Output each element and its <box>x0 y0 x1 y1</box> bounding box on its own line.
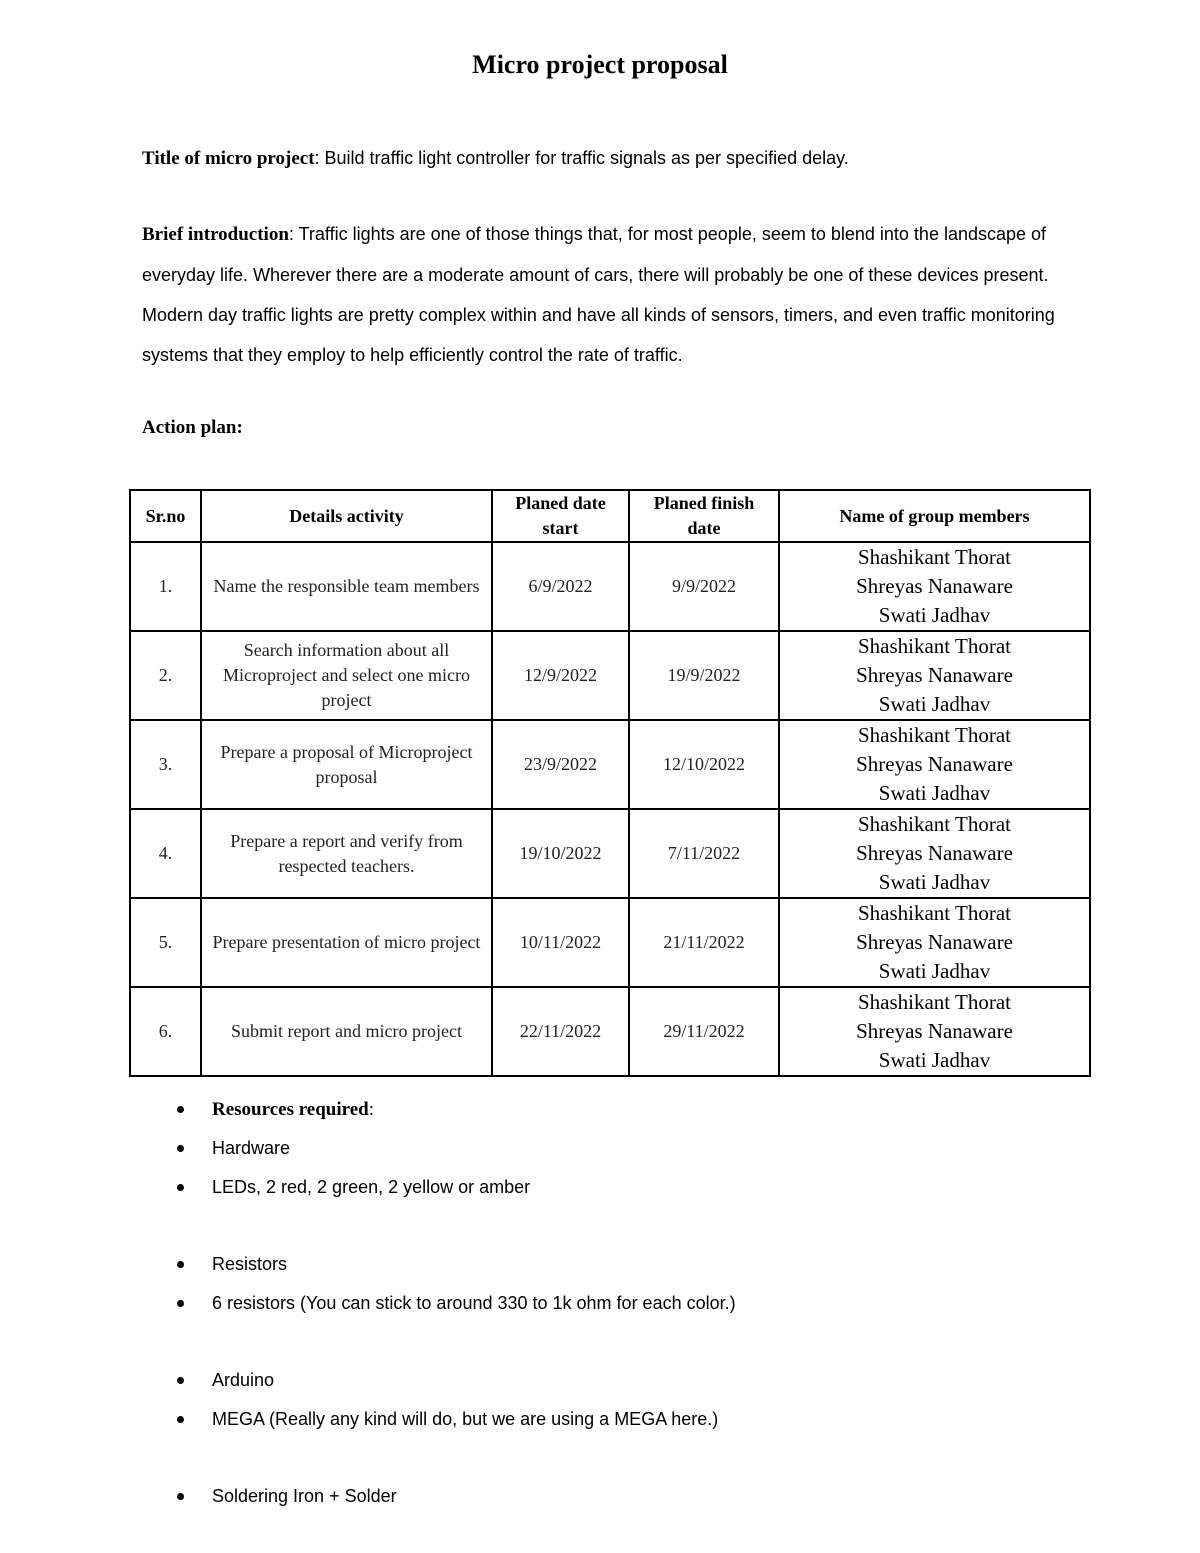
cell-finish: 9/9/2022 <box>629 542 779 631</box>
member-name: Swati Jadhav <box>878 870 991 894</box>
project-title-text: : Build traffic light controller for traffic signals as per specified delay. <box>314 148 849 168</box>
member-name: Shreyas Nanaware <box>856 841 1013 865</box>
member-name: Shreyas Nanaware <box>856 663 1013 687</box>
member-name: Shashikant Thorat <box>857 545 1011 569</box>
cell-finish: 12/10/2022 <box>629 720 779 809</box>
cell-members <box>779 898 1090 987</box>
header-finish-date: Planed finish date <box>629 490 779 542</box>
cell-finish: 7/11/2022 <box>629 809 779 898</box>
member-name: Shashikant Thorat <box>857 901 1011 925</box>
list-item: MEGA (Really any kind will do, but we are using a MEGA here.) <box>172 1400 736 1439</box>
member-name: Swati Jadhav <box>878 1048 991 1072</box>
resources-list <box>172 1090 736 1516</box>
cell-activity: Search information about all Microproject and select one micro project <box>201 631 492 720</box>
member-name: Shashikant Thorat <box>857 634 1011 658</box>
table-row <box>130 809 1090 898</box>
member-name: Shreyas Nanaware <box>856 574 1013 598</box>
member-name: Shreyas Nanaware <box>856 1019 1013 1043</box>
table-row <box>130 720 1090 809</box>
table-row <box>130 631 1090 720</box>
cell-members <box>779 542 1090 631</box>
project-title-label: Title of micro project <box>142 148 315 169</box>
member-name: Shreyas Nanaware <box>856 752 1013 776</box>
list-item: LEDs, 2 red, 2 green, 2 yellow or amber <box>172 1168 736 1207</box>
list-item: Arduino <box>172 1361 736 1400</box>
member-name: Shashikant Thorat <box>857 723 1011 747</box>
header-srno: Sr.no <box>130 490 201 542</box>
cell-finish: 19/9/2022 <box>629 631 779 720</box>
cell-srno: 4. <box>130 809 201 898</box>
cell-srno: 6. <box>130 987 201 1076</box>
cell-start: 19/10/2022 <box>492 809 629 898</box>
member-name: Shashikant Thorat <box>857 990 1011 1014</box>
page-title: Micro project proposal <box>472 50 728 79</box>
cell-start: 22/11/2022 <box>492 987 629 1076</box>
cell-activity: Prepare a proposal of Microproject proposal <box>201 720 492 809</box>
member-name: Swati Jadhav <box>878 692 991 716</box>
resources-heading: Resources required <box>212 1099 369 1120</box>
list-item: Soldering Iron + Solder <box>172 1477 736 1516</box>
cell-srno: 5. <box>130 898 201 987</box>
cell-start: 12/9/2022 <box>492 631 629 720</box>
table-row <box>130 542 1090 631</box>
cell-members <box>779 720 1090 809</box>
cell-activity: Prepare presentation of micro project <box>201 898 492 987</box>
list-item: Hardware <box>172 1129 736 1168</box>
action-plan-table <box>129 489 1091 1077</box>
cell-srno: 3. <box>130 720 201 809</box>
list-item: 6 resistors (You can stick to around 330 to 1k ohm for each color.) <box>172 1284 736 1323</box>
header-start-date: Planed date start <box>492 490 629 542</box>
cell-members <box>779 809 1090 898</box>
list-item: Resistors <box>172 1245 736 1284</box>
cell-srno: 2. <box>130 631 201 720</box>
cell-finish: 21/11/2022 <box>629 898 779 987</box>
list-item <box>172 1090 736 1129</box>
header-members: Name of group members <box>779 490 1090 542</box>
cell-members <box>779 987 1090 1076</box>
action-plan-heading: Action plan: <box>142 417 243 438</box>
resources-heading-colon: : <box>368 1099 375 1120</box>
intro-label: Brief introduction <box>142 224 289 245</box>
member-name: Swati Jadhav <box>878 603 991 627</box>
header-activity: Details activity <box>201 490 492 542</box>
cell-srno: 1. <box>130 542 201 631</box>
project-title-paragraph <box>142 138 1062 179</box>
member-name: Shreyas Nanaware <box>856 930 1013 954</box>
member-name: Swati Jadhav <box>878 959 991 983</box>
table-row <box>130 898 1090 987</box>
cell-activity: Submit report and micro project <box>201 987 492 1076</box>
intro-paragraph <box>142 214 1062 375</box>
cell-start: 6/9/2022 <box>492 542 629 631</box>
cell-members <box>779 631 1090 720</box>
member-name: Shashikant Thorat <box>857 812 1011 836</box>
member-name: Swati Jadhav <box>878 781 991 805</box>
cell-start: 10/11/2022 <box>492 898 629 987</box>
cell-activity: Prepare a report and verify from respected teachers. <box>201 809 492 898</box>
table-row <box>130 987 1090 1076</box>
cell-finish: 29/11/2022 <box>629 987 779 1076</box>
cell-start: 23/9/2022 <box>492 720 629 809</box>
cell-activity: Name the responsible team members <box>201 542 492 631</box>
table-header-row <box>130 490 1090 542</box>
intro-text: : Traffic lights are one of those things that, for most people, seem to blend into the landscape of everyday life. Wherever there are a moderate amount of cars, there will probably be one of these devices present. Modern day traffic lights are pretty complex within and have all kinds of sensors, timers, and even traffic monitoring systems that they employ to help efficiently control the rate of traffic. <box>142 224 1055 365</box>
